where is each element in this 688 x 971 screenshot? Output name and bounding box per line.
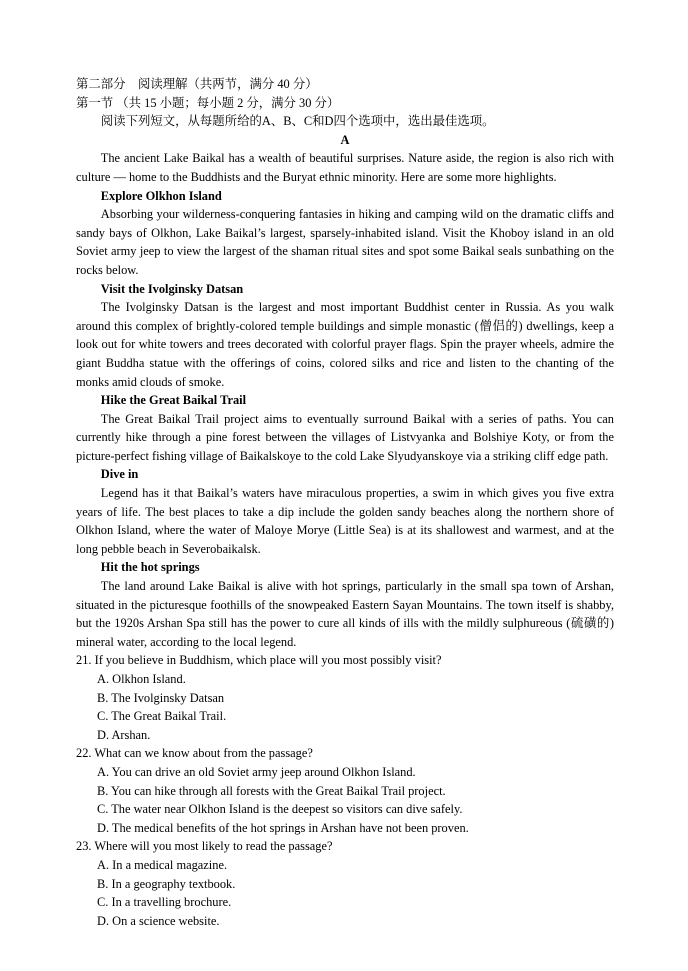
section-body: The Ivolginsky Datsan is the largest and most important Buddhist center in Russia. As you walk around this complex of brightly-colored temple buildings and simple monastic (僧侣的) dwellings, keep a look out for white towers and trees decorated with colorful prayer flags. Spin the prayer wheels, admire the giant Buddha statue with the offerings of coins, colored silks and rice and listen to the chanting of the monks amid clouds of smoke. [76, 300, 614, 389]
option-b[interactable]: B. You can hike through all forests with the Great Baikal Trail project. [97, 783, 446, 798]
option-c[interactable]: C. In a travelling brochure. [97, 895, 232, 910]
passage-intro: The ancient Lake Baikal has a wealth of beautiful surprises. Nature aside, the region is also rich with culture — home to the Buddhists and the Buryat ethnic minority. Here are some more highlights. [76, 151, 614, 184]
section-body: Legend has it that Baikal’s waters have miraculous properties, a swim in which gives you five extra years of life. The best places to take a dip include the golden sandy beaches along the northern shore of Olkhon Island, where the water of Maloye Morye (Little Sea) is at its shallowest and warmest, and at the long pebble beach in Severobaikalsk. [76, 486, 614, 556]
section-heading: Hike the Great Baikal Trail [100, 393, 247, 408]
question-stem: 22. What can we know about from the passage? [76, 746, 313, 761]
option-list [76, 763, 614, 837]
question-21 [76, 651, 614, 744]
question-stem: 23. Where will you most likely to read the passage? [76, 839, 333, 854]
passage-section-ivolginsky [76, 280, 614, 392]
question-23 [76, 837, 614, 930]
passage-section-springs [76, 558, 614, 651]
option-b[interactable]: B. In a geography textbook. [97, 876, 236, 891]
option-d[interactable]: D. Arshan. [97, 727, 151, 742]
section-body: The land around Lake Baikal is alive with hot springs, particularly in the small spa town of Arshan, situated in the picturesque foothills of the snowpeaked Eastern Sayan Mountains. The town itself is shabby, but the 1920s Arshan Spa still has the power to cure all kinds of ills with the mildly sulphureous (硫磺的) mineral water, according to the local legend. [76, 579, 614, 649]
option-a[interactable]: A. Olkhon Island. [97, 672, 186, 686]
option-a[interactable]: A. In a medical magazine. [97, 857, 228, 872]
passage-section-trail [76, 391, 614, 465]
question-22 [76, 744, 614, 837]
instruction: 阅读下列短文，从每题所给的A、B、C和D四个选项中，选出最佳选项。 [100, 114, 495, 129]
option-d[interactable]: D. On a science website. [97, 913, 220, 928]
passage-section-olkhon [76, 187, 614, 280]
section-heading: Visit the Ivolginsky Datsan [100, 281, 244, 296]
section-body: The Great Baikal Trail project aims to eventually surround Baikal with a series of paths. You can currently hike through a pine forest between the villages of Listvyanka and Bolshiye Koty, or from the picture-perfect fishing village of Baikalskoye to the cold Lake Slyudyanskoye via a striking cliff edge path. [76, 411, 614, 463]
section-heading: Dive in [100, 467, 139, 482]
section-body: Absorbing your wilderness-conquering fantasies in hiking and camping wild on the dramatic cliffs and sandy bays of Olkhon, Lake Baikal’s largest, sparsely-inhabited island. Visit the Khoboy island in an old Soviet army jeep to view the largest of the shaman ritual sites and spot some Baikal seals sunbathing on the rocks below. [76, 207, 614, 277]
option-d[interactable]: D. The medical benefits of the hot springs in Arshan have not been proven. [97, 820, 469, 835]
passage-label: A [340, 132, 350, 147]
option-list [76, 856, 614, 930]
part-title: 第二部分 阅读理解（共两节，满分 40 分） [76, 77, 318, 91]
option-c[interactable]: C. The water near Olkhon Island is the deepest so visitors can dive safely. [97, 802, 463, 817]
option-c[interactable]: C. The Great Baikal Trail. [97, 709, 227, 724]
section-title: 第一节 （共 15 小题；每小题 2 分，满分 30 分） [76, 95, 340, 110]
section-heading: Explore Olkhon Island [100, 188, 222, 203]
option-list [76, 670, 614, 744]
section-heading: Hit the hot springs [100, 560, 200, 575]
option-a[interactable]: A. You can drive an old Soviet army jeep around Olkhon Island. [97, 764, 416, 779]
passage-section-dive [76, 465, 614, 558]
question-stem: 21. If you believe in Buddhism, which place will you most possibly visit? [76, 653, 442, 668]
option-b[interactable]: B. The Ivolginsky Datsan [97, 690, 225, 705]
